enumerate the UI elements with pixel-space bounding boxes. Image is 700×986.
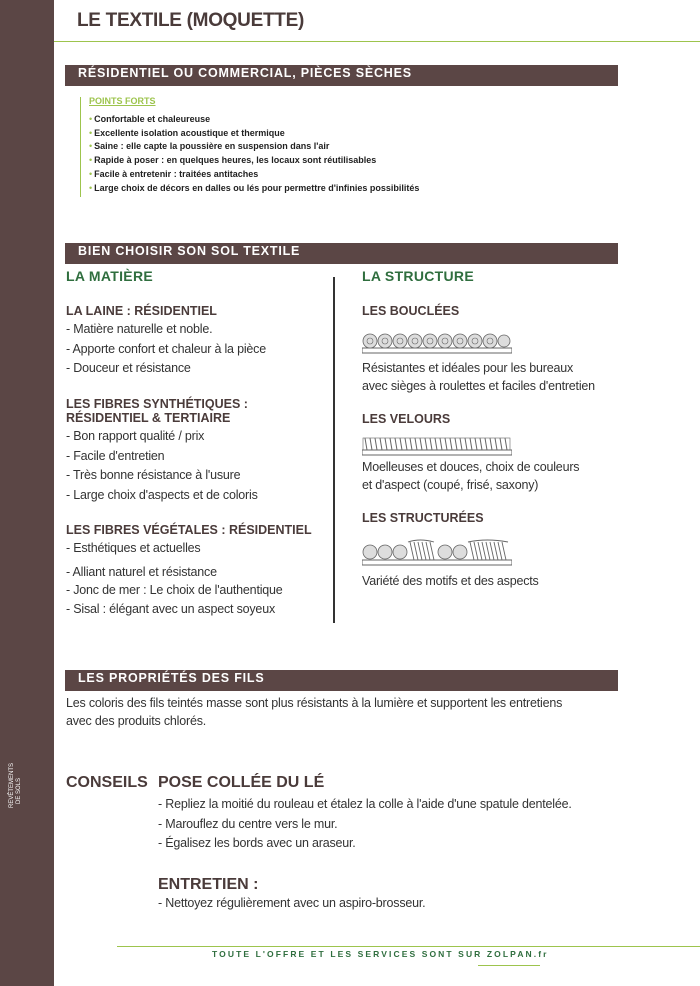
vegetales-title: LES FIBRES VÉGÉTALES : RÉSIDENTIEL [66,523,312,537]
velours-illustration [362,436,512,456]
column-divider [333,277,335,623]
footer-text: TOUTE L'OFFRE ET LES SERVICES SONT SUR ZOLPAN.fr [212,949,549,959]
vegetales-list [66,564,283,619]
laine-title: LA LAINE : RÉSIDENTIEL [66,304,217,318]
points-forts-item: • Saine : elle capte la poussière en suspension dans l'air [89,140,419,154]
points-forts-accent-bar [80,97,81,197]
points-forts-item: • Confortable et chaleureuse [89,113,419,127]
bouclees-illustration [362,330,512,354]
synthetiques-item: - Bon rapport qualité / prix [66,429,205,443]
structure-heading: LA STRUCTURE [362,268,474,284]
proprietes-text [66,694,562,730]
structurees-text: Variété des motifs et des aspects [362,574,539,588]
laine-item: - Douceur et résistance [66,361,191,375]
vegetales-item: - Alliant naturel et résistance [66,565,217,579]
synthetiques-item: - Facile d'entretien [66,448,165,463]
vegetales-item: - Sisal : élégant avec un aspect soyeux [66,602,275,616]
sidebar-label-line1: REVÊTEMENTS [9,762,15,808]
section-band-bien-choisir: BIEN CHOISIR SON SOL TEXTILE [65,243,618,264]
pose-collee-item: - Marouflez du centre vers le mur. [158,816,338,831]
bouclees-text-line1: Résistantes et idéales pour les bureaux [362,361,574,375]
bouclees-text [362,359,595,395]
points-forts-list [89,113,419,195]
points-forts-item: • Excellente isolation acoustique et thermique [89,127,419,141]
laine-item: - Matière naturelle et noble. [66,322,213,336]
page-title: LE TEXTILE (MOQUETTE) [77,10,304,31]
synthetiques-title-line2: RÉSIDENTIEL & TERTIAIRE [66,411,231,425]
pose-collee-title: POSE COLLÉE DU LÉ [158,774,325,791]
section-band-residentiel: RÉSIDENTIEL OU COMMERCIAL, PIÈCES SÈCHES [65,65,618,86]
laine-item: - Apporte confort et chaleur à la pièce [66,341,266,356]
points-forts-item: • Large choix de décors en dalles ou lés pour permettre d'infinies possibilités [89,182,419,196]
synthetiques-title [66,397,248,425]
velours-title: LES VELOURS [362,412,451,426]
vegetales-item: - Esthétiques et actuelles [66,541,201,555]
pose-collee-item: - Égalisez les bords avec un araseur. [158,836,356,850]
conseils-label: CONSEILS [66,774,148,791]
vegetales-item: - Jonc de mer : Le choix de l'authentique [66,582,283,597]
synthetiques-item: - Large choix d'aspects et de coloris [66,487,258,502]
pose-collee-item: - Repliez la moitié du rouleau et étalez la colle à l'aide d'une spatule dentelée. [158,797,572,811]
points-forts-item: • Rapide à poser : en quelques heures, les locaux sont réutilisables [89,154,419,168]
proprietes-text-line2: avec des produits chlorés. [66,714,207,728]
synthetiques-item: - Très bonne résistance à l'usure [66,468,241,482]
title-divider [54,41,700,42]
synthetiques-title-line1: LES FIBRES SYNTHÉTIQUES : [66,397,248,411]
entretien-title: ENTRETIEN : [158,876,259,893]
velours-text-line1: Moelleuses et douces, choix de couleurs [362,460,580,474]
bouclees-text-line2: avec sièges à roulettes et faciles d'entretien [362,379,595,393]
sidebar-label [9,762,23,808]
section-band-proprietes: LES PROPRIÉTÉS DES FILS [65,670,618,691]
footer-link-underline [478,965,540,966]
velours-text-line2: et d'aspect (coupé, frisé, saxony) [362,478,539,492]
pose-collee-list [158,795,572,854]
velours-text [362,458,579,494]
entretien-item: - Nettoyez régulièrement avec un aspiro-brosseur. [158,896,426,910]
left-sidebar-band [0,0,54,986]
structurees-title: LES STRUCTURÉES [362,511,484,525]
synthetiques-list [66,427,258,505]
laine-list [66,320,266,379]
points-forts-title: POINTS FORTS [89,96,156,106]
points-forts-item: • Facile à entretenir : traitées antitaches [89,168,419,182]
matiere-heading: LA MATIÈRE [66,268,153,284]
structurees-illustration [362,538,512,566]
bouclees-title: LES BOUCLÉES [362,304,460,318]
proprietes-text-line1: Les coloris des fils teintés masse sont plus résistants à la lumière et supportent les entretiens [66,696,563,710]
sidebar-label-line2: DE SOLS [16,778,22,805]
footer-divider [117,946,700,947]
